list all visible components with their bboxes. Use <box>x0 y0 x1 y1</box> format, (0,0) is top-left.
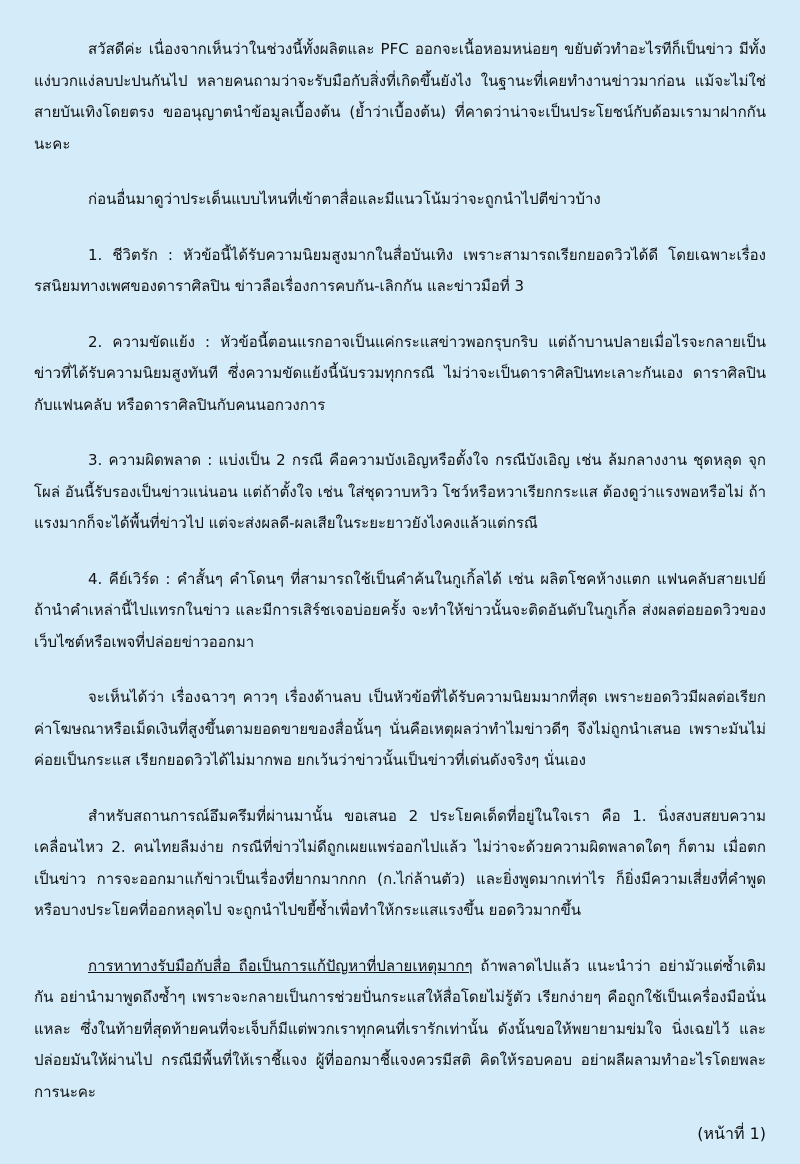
closing-paragraph <box>34 951 766 1109</box>
situation-paragraph: สำหรับสถานการณ์อึมครึมที่ผ่านมานั้น ขอเสนอ 2 ประโยคเด็ดที่อยู่ในใจเรา คือ 1. นิ่งสงบสยบความเคลื่อนไหว 2. คนไทยลืมง่าย กรณีที่ข่าวไม่ดีถูกเผยแพร่ออกไปแล้ว ไม่ว่าจะด้วยความผิดพลาดใดๆ ก็ตาม เมื่อตกเป็นข่าว การจะออกมาแก้ข่าวเป็นเรื่องที่ยากมากกก (ก.ไก่ล้านตัว) และยิ่งพูดมากเท่าไร ก็ยิ่งมีความเสี่ยงที่คำพูดหรือบางประโยคที่ออกหลุดไป จะถูกนำไปขยี้ซ้ำเพื่อทำให้กระแสแรงขึ้น ยอดวิวมากขึ้น <box>34 806 766 919</box>
item-love-life-paragraph: 1. ชีวิตรัก : หัวข้อนี้ได้รับความนิยมสูงมากในสื่อบันเทิง เพราะสามารถเรียกยอดวิวได้ดี โดยเฉพาะเรื่องรสนิยมทางเพศของดาราศิลปิน ข่าวลือเรื่องการคบกัน-เลิกกัน และข่าวมือที่ 3 <box>34 245 766 295</box>
item-mistake-paragraph: 3. ความผิดพลาด : แบ่งเป็น 2 กรณี คือความบังเอิญหรือตั้งใจ กรณีบังเอิญ เช่น ล้มกลางงาน ชุดหลุด จุกโผล่ อันนี้รับรองเป็นข่าวแน่นอน แต่ถ้าตั้งใจ เช่น ใส่ชุดวาบหวิว โชว์หรือหวาเรียกกระแส ต้องดูว่าแรงพอหรือไม่ ถ้าแรงมากก็จะได้พื้นที่ข่าวไป แต่จะส่งผลดี-ผลเสียในระยะยาวยังไงคงแล้วแต่กรณี <box>34 451 766 532</box>
page-number: (หน้าที่ 1) <box>697 1124 766 1143</box>
underlined-heading: การหาทางรับมือกับสื่อ ถือเป็นการแก้ปัญหาที่ปลายเหตุมากๆ <box>88 956 473 975</box>
closing-text: ถ้าพลาดไปแล้ว แนะนำว่า อย่ามัวแต่ซ้ำเติมกัน อย่านำมาพูดถึงซ้ำๆ เพราะจะกลายเป็นการช่วยปั่นกระแสให้สื่อโดยไม่รู้ตัว เรียกง่ายๆ คือถูกใช้เป็นเครื่องมือนั่นแหละ ซึ่งในท้ายที่สุดท้ายคนที่จะเจ็บก็มีแต่พวกเราทุกคนที่เรารักเท่านั้น ดังนั้นขอให้พยายามข่มใจ นิ่งเฉยไว้ และปล่อยมันให้ผ่านไป กรณีมีพื้นที่ให้เราชี้แจง ผู้ที่ออกมาชี้แจงควรมีสติ คิดให้รอบคอบ อย่าผลีผลามทำอะไรโดยพละการนะคะ <box>34 956 767 1101</box>
item-keyword-paragraph: 4. คีย์เวิร์ด : คำสั้นๆ คำโดนๆ ที่สามารถใช้เป็นคำค้นในกูเกิ้ลได้ เช่น ผลิตโชคห้างแตก แฟนคลับสายเปย์ ถ้านำคำเหล่านี้ไปแทรกในข่าว และมีการเสิร์ชเจอบ่อยครั้ง จะทำให้ข่าวนั้นจะติดอันดับในกูเกิ้ล ส่งผลต่อยอดวิวของเว็บไซต์หรือเพจที่ปล่อยข่าวออกมา <box>34 569 766 651</box>
intro-paragraph: สวัสดีค่ะ เนื่องจากเห็นว่าในช่วงนี้ทั้งผลิตและ PFC ออกจะเนื้อหอมหน่อยๆ ขยับตัวทำอะไรทีก็เป็นข่าว มีทั้งแง่บวกแง่ลบปะปนกันไป หลายคนถามว่าจะรับมือกับสิ่งที่เกิดขึ้นยังไง ในฐานะที่เคยทำงานข่าวมาก่อน แม้จะไม่ใช่สายบันเทิงโดยตรง ขออนุญาตนำข้อมูลเบื้องต้น (ย้ำว่าเบื้องต้น) ที่คาดว่าน่าจะเป็นประโยชน์กับด้อมเรามาฝากกันนะคะ <box>34 40 766 153</box>
item-conflict-paragraph: 2. ความขัดแย้ง : หัวข้อนี้ตอนแรกอาจเป็นแค่กระแสข่าวพอกรุบกริบ แต่ถ้าบานปลายเมื่อไรจะกลายเป็นข่าวที่ได้รับความนิยมสูงทันที ซึ่งความขัดแย้งนี้นับรวมทุกกรณี ไม่ว่าจะเป็นดาราศิลปินทะเลาะกันเอง ดาราศิลปินกับแฟนคลับ หรือดาราศิลปินกับคนนอกวงการ <box>34 332 766 414</box>
summary-paragraph: จะเห็นได้ว่า เรื่องฉาวๆ คาวๆ เรื่องด้านลบ เป็นหัวข้อที่ได้รับความนิยมมากที่สุด เพราะยอดวิวมีผลต่อเรียกค่าโฆษณาหรือเม็ดเงินที่สูงขึ้นตามยอดขายของสื่อนั้นๆ นั่นคือเหตุผลว่าทำไมข่าวดีๆ จึงไม่ถูกนำเสนอ เพราะมันไม่ค่อยเป็นกระแส เรียกยอดวิวได้ไม่มากพอ ยกเว้นว่าข่าวนั้นเป็นข่าวที่เด่นดังจริงๆ นั่นเอง <box>34 688 766 769</box>
topic-intro-paragraph: ก่อนอื่นมาดูว่าประเด็นแบบไหนที่เข้าตาสื่อและมีแนวโน้มว่าจะถูกนำไปตีข่าวบ้าง <box>88 190 601 208</box>
